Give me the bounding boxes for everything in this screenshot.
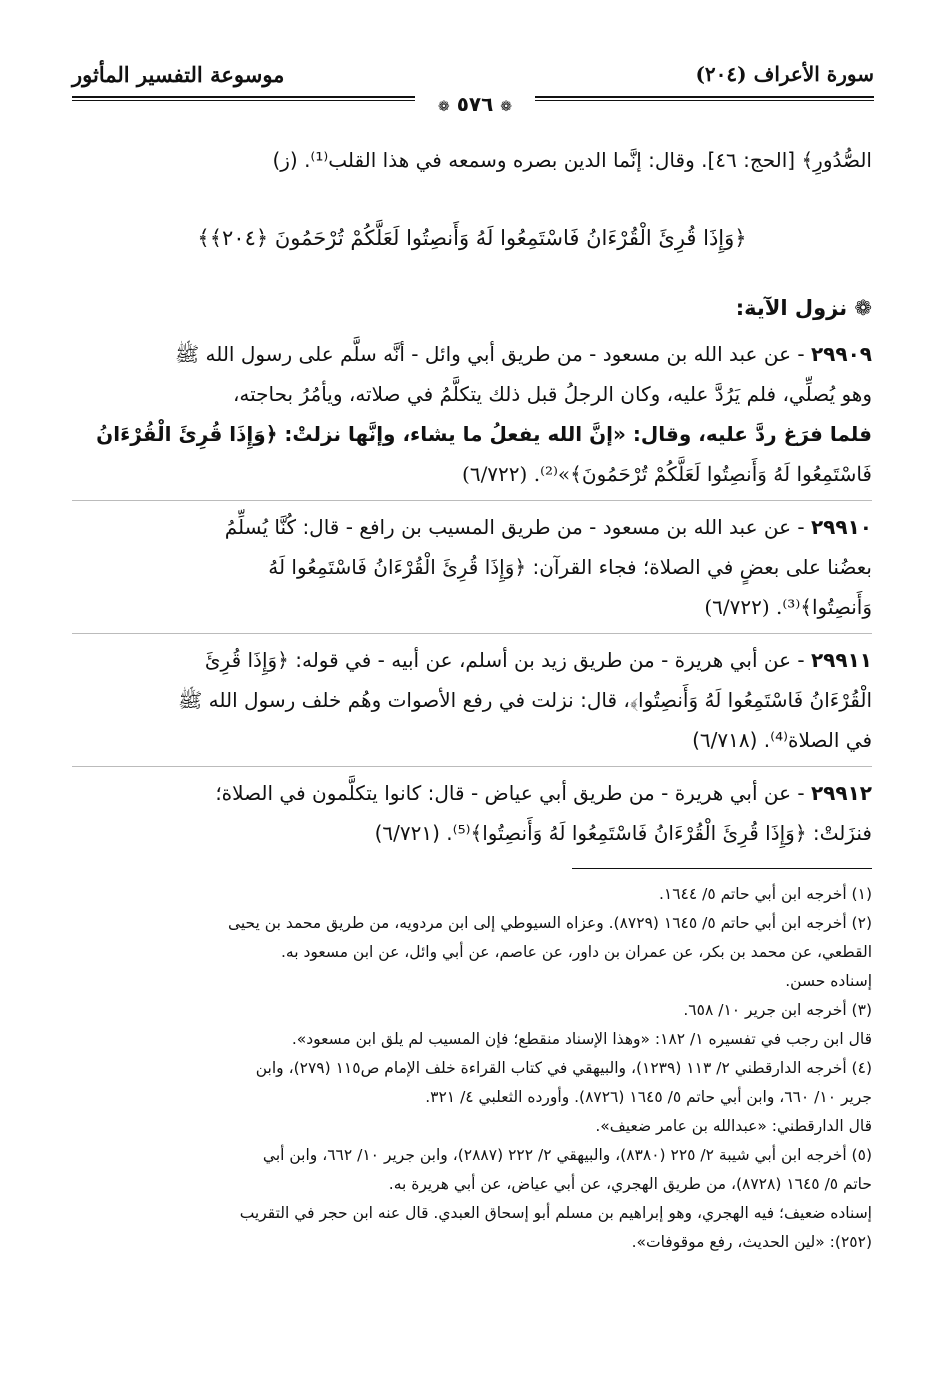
paragraph-line: بعضُنا على بعضٍ في الصلاة؛ فجاء القرآن: ﴿وَإِذَا قُرِئَ الْقُرْءَانُ فَاسْتَمِعُوا لَهُ (268, 555, 872, 579)
hadith-number: ٢٩٩١١ (810, 648, 872, 672)
footnote-line: (٢) أخرجه ابن أبي حاتم ٥/ ١٦٤٥ (٨٧٢٩). وعزاه السيوطي إلى ابن مردويه، من طريق محمد بن يحيى (227, 914, 872, 932)
hadith-number: ٢٩٩١٢ (810, 781, 872, 805)
footnote-line: جرير ١٠/ ٦٦٠، وابن أبي حاتم ٥/ ١٦٤٥ (٨٧٢٦). وأورده الثعلبي ٤/ ٣٢١. (425, 1088, 872, 1106)
paragraph-line (72, 773, 872, 813)
paragraph-line (72, 334, 872, 374)
footnote-line: (٣) أخرجه ابن جرير ١٠/ ٦٥٨. (683, 1001, 872, 1019)
paragraph-line: الْقُرْءَانُ فَاسْتَمِعُوا لَهُ وَأَنصِتُوا﴾، قال: نزلت في رفع الأصوات وهُم خلف رسول الله ﷺ (178, 688, 872, 712)
hadith-number: ٢٩٩١٠ (810, 515, 872, 539)
ornament-icon: ❁ (437, 99, 450, 115)
footnote-line: حاتم ٥/ ١٦٤٥ (٨٧٢٨)، من طريق الهجري، عن أبي عياض، عن أبي هريرة به. (388, 1175, 872, 1193)
hadith-paragraph (72, 773, 872, 859)
book-title-header: موسوعة التفسير المأثور (72, 62, 285, 87)
footnote-line: (٤) أخرجه الدارقطني ٢/ ١١٣ (١٢٣٩)، والبيهقي في كتاب القراءة خلف الإمام ص١١٥ (٢٧٩)، وابن (255, 1059, 872, 1077)
line-text: - عن أبي هريرة - من طريق زيد بن أسلم، عن أبيه - في قوله: ﴿وَإِذَا قُرِئَ (204, 648, 805, 672)
footnote-separator (572, 868, 872, 869)
hadith-paragraph (72, 334, 872, 501)
paragraph-line: وَأَنصِتُوا﴾⁽³⁾. (٦/٧٢٢) (704, 595, 872, 619)
page-number (415, 92, 535, 116)
section-title: ❁ نزول الآية: (735, 296, 872, 320)
footnote-line: إسناده حسن. (785, 972, 872, 990)
opening-line: الصُّدُورِ﴾ [الحج: ٤٦]. وقال: إنَّما الدين بصره وسمعه في هذا القلب⁽¹⁾. (ز) (272, 148, 872, 172)
paragraph-line: فلما فرَغ ردَّ عليه، وقال: «إنَّ الله يفعلُ ما يشاء، وإنَّها نزلتْ: ﴿وَإِذَا قُرِئَ الْقُرْءَانُ (96, 422, 872, 446)
hadith-paragraph (72, 640, 872, 767)
footnotes (72, 880, 872, 1257)
line-text: - عن عبد الله بن مسعود - من طريق المسيب بن رافع - قال: كُنَّا يُسلِّمُ (224, 515, 805, 539)
footnote-line: قال الدارقطني: «عبدالله بن عامر ضعيف». (595, 1117, 872, 1135)
footnote-line: قال ابن رجب في تفسيره ١/ ١٨٢: «وهذا الإسناد منقطع؛ فإن المسيب لم يلق ابن مسعود». (291, 1030, 872, 1048)
main-text (72, 140, 872, 859)
paragraph-line: وهو يُصلِّي، فلم يَرُدَّ عليه، وكان الرجلُ قبل ذلك يتكلَّمُ في صلاته، ويأمُرُ بحاجته، (232, 382, 872, 406)
ornament-icon: ❁ (500, 99, 513, 115)
footnote-line: (١) أخرجه ابن أبي حاتم ٥/ ١٦٤٤. (658, 885, 872, 903)
footnote-line: (٢٥٢): «لين الحديث، رفع موقوفات». (631, 1233, 872, 1251)
surah-header: سورة الأعراف (٢٠٤) (695, 62, 874, 86)
paragraph-line: في الصلاة⁽⁴⁾. (٦/٧١٨) (692, 728, 872, 752)
hadith-number: ٢٩٩٠٩ (810, 342, 872, 366)
footnote-line: (٥) أخرجه ابن أبي شيبة ٢/ ٢٢٥ (٨٣٨٠)، والبيهقي ٢/ ٢٢٢ (٢٨٨٧)، وابن جرير ١٠/ ٦٦٢، وابن أبي (262, 1146, 872, 1164)
page-number-value: ٥٧٦ (456, 92, 494, 116)
line-text: - عن أبي هريرة - من طريق أبي عياض - قال: كانوا يتكلَّمون في الصلاة؛ (215, 781, 805, 805)
paragraph-line: فَاسْتَمِعُوا لَهُ وَأَنصِتُوا لَعَلَّكُمْ تُرْحَمُونَ﴾»⁽²⁾. (٦/٧٢٢) (462, 462, 872, 486)
paragraph-line (72, 640, 872, 680)
line-text: - عن عبد الله بن مسعود - من طريق أبي وائل - أنَّه سلَّم على رسول الله ﷺ (174, 342, 805, 366)
footnote-line: إسناده ضعيف؛ فيه الهجري، وهو إبراهيم بن مسلم أبو إسحاق العبدي. قال عنه ابن حجر في التقريب (239, 1204, 872, 1222)
hadith-paragraph (72, 507, 872, 634)
paragraph-line (72, 507, 872, 547)
paragraph-line: فنزَلتْ: ﴿وَإِذَا قُرِئَ الْقُرْءَانُ فَاسْتَمِعُوا لَهُ وَأَنصِتُوا﴾⁽⁵⁾. (٦/٧٢١) (374, 821, 872, 845)
ayah-heading: ﴿وَإِذَا قُرِئَ الْقُرْءَانُ فَاسْتَمِعُوا لَهُ وَأَنصِتُوا لَعَلَّكُمْ تُرْحَمُونَ ﴿٢٠٤﴾﴾ (197, 226, 747, 250)
footnote-line: القطعي، عن محمد بن بكر، عن عمران بن داور، عن عاصم، عن أبي وائل، عن ابن مسعود به. (281, 943, 872, 961)
